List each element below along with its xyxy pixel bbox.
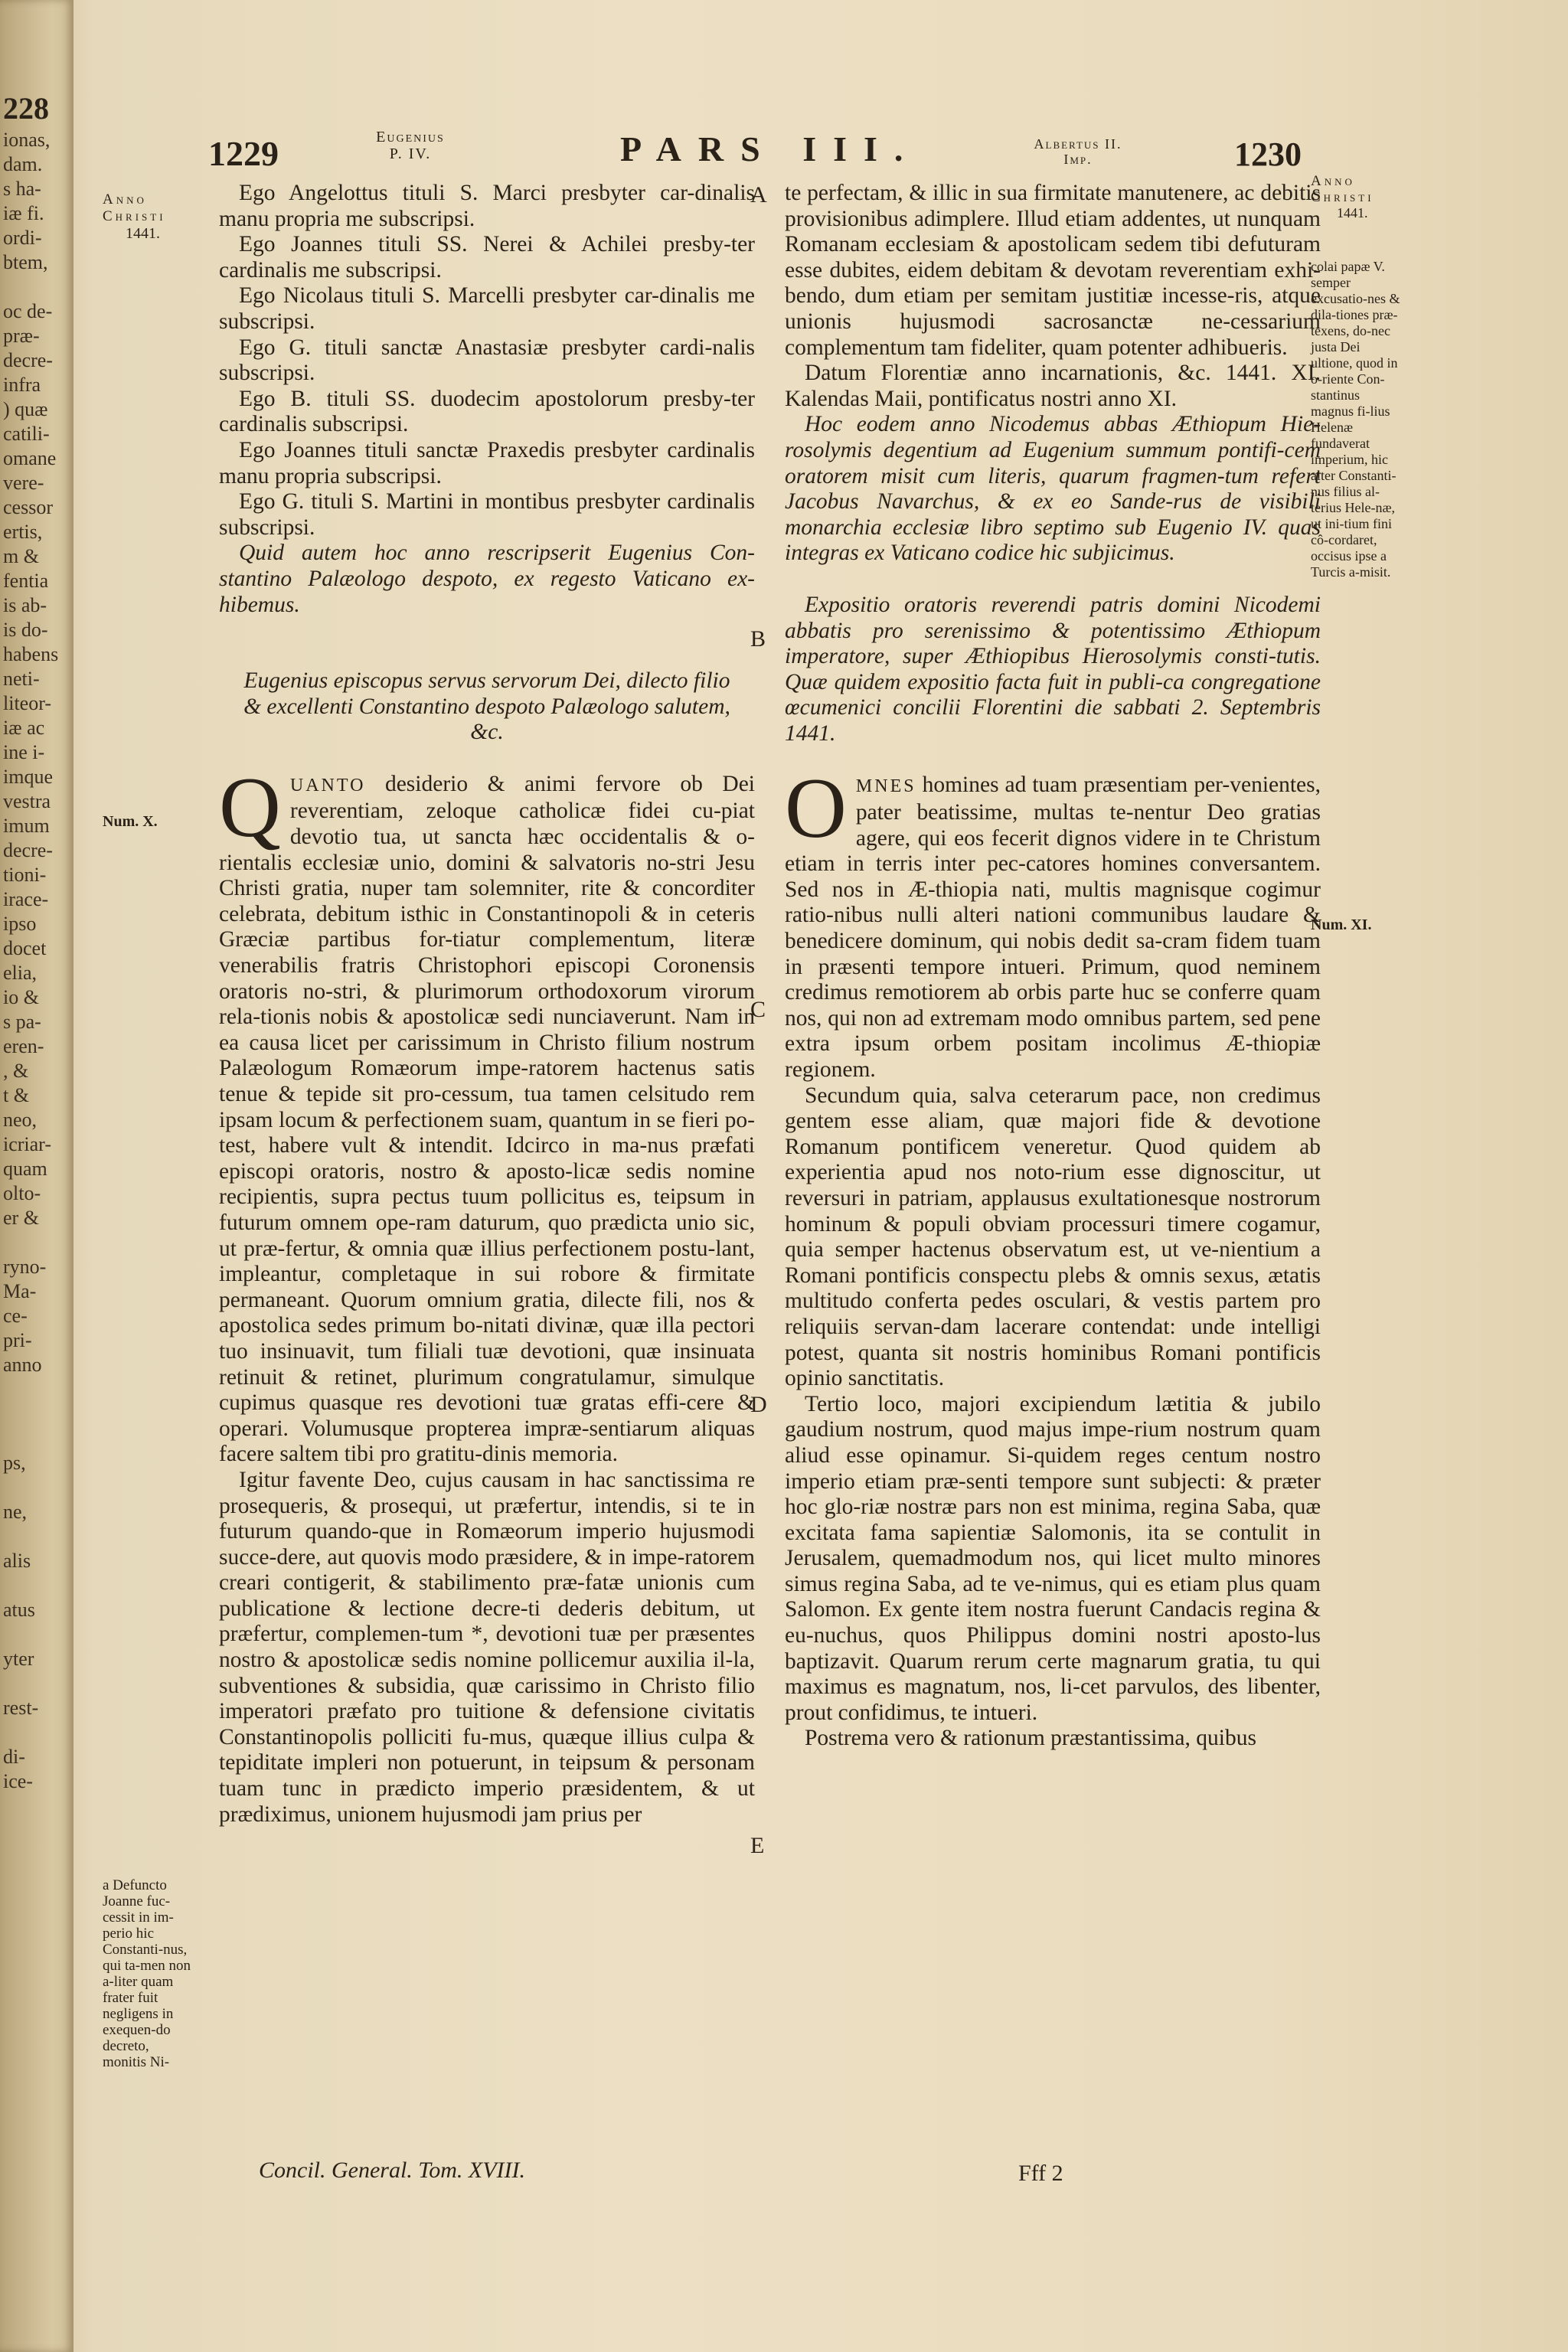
right-running-title [1024, 136, 1132, 167]
gutter-line: vestra [3, 790, 51, 812]
signature-line: Ego Joannes tituli SS. Nerei & Achilei presby-ter cardinalis me subscripsi. [219, 232, 755, 283]
gutter-line: icriar- [3, 1133, 51, 1155]
right-body-1: te perfectam, & illic in sua firmitate manutenere, ac debitis provisionibus adimplere. Illud etiam addentes, ut nunquam Romanam ecclesiam & apostolicam sedem tibi defuturam esse dubites, eidem debitam & devotam reverentiam exhi-bendo, dum etiam per semitam justitiæ incesse-ris, atque unionis hujusmodi sacrosanctæ ne-cessarium complementum tam fideliter, quam potenter adhibueris. [785, 181, 1321, 360]
right-body-5: Postrema vero & rationum præstantissima, quibus [805, 1726, 1256, 1751]
gutter-line: ordi- [3, 227, 42, 249]
right-margin-number: Num. XI. [1311, 916, 1372, 933]
letter-body-1 [219, 760, 756, 1468]
gutter-line: iæ fi. [3, 202, 44, 224]
gutter-line: quam [3, 1158, 47, 1180]
year-label: 1441. [126, 225, 160, 242]
left-margin-number: Num. X. [103, 813, 158, 830]
gutter-line: neo, [3, 1109, 38, 1131]
gutter-line: iæ ac [3, 717, 45, 739]
gutter-line: m & [3, 545, 39, 567]
previous-page-number: 228 [3, 91, 49, 126]
letter-salutation: Eugenius episcopus servus servorum Dei, dilecto filio & excellenti Constantino despoto Palæologo salutem, &c. [243, 668, 730, 745]
gutter-line: Ma- [3, 1280, 37, 1302]
footnote-left: a Defuncto Joanne fuc-cessit in im-perio hic Constanti-nus, qui ta-men non a-liter quam frater fuit negligens in exequen-do decreto, monitis Ni- [103, 1877, 191, 2070]
gutter-line: s pa- [3, 1011, 41, 1033]
left-running-title [364, 129, 456, 162]
opening-word: UANTO [289, 775, 366, 795]
gutter-line: ce- [3, 1305, 28, 1327]
gutter-line: rest- [3, 1697, 39, 1719]
gutter-line: s ha- [3, 178, 41, 200]
gutter-line: liteor- [3, 692, 52, 714]
expositio-heading: Expositio oratoris reverendi patris domini Nicodemi abbatis pro serenissimo & potentissimo Æthiopum imperatore, super Æthiopibus Hierosolymis consti-tutis. Quæ quidem expositio facta fuit in publi-ca congregatione œcumenici concilii Florentini die sabbati 2. Septembris 1441. [785, 592, 1321, 746]
gutter-line: er & [3, 1207, 39, 1229]
signature-line: Ego Angelottus tituli S. Marci presbyter car-dinalis manu propria me subscripsi. [219, 181, 755, 231]
left-column [219, 181, 755, 1828]
gutter-line: imque [3, 766, 53, 788]
center-running-title: PARS III. [620, 129, 920, 168]
letter-body-1-text: desiderio & animi fervore ob Dei reverentiam, zeloque catholicæ fidei cu-piat devotio tua, ut sancta hæc occidentalis & o-rientalis ecclesiæ unio, domini & salvatoris no-stri Jesu Christi gratia, nuper tam solemniter, rite & concorditer celebrata, debitum isthic in Constantinopoli & in ceteris Græciæ partibus for-tiatur complementum, literæ venerabilis fratris Christophori episcopi Coronensis oratoris no-stri, & plurimorum orthodoxorum virorum rela-tionis nobis & apostolicæ sedi nunciaverunt. Nam in ea causa licet per carissimum in Christo filium nostrum Palæologum Romæorum impe-ratorem hactenus satis tenue & tepide sit pro-cessum, tua tamen celsitudo rem ipsam locum & perfectionem suam, quantum in se fieri po-test, habere vult & intendit. Idcirco in ma-nus præfati episcopi oratoris, nostro & aposto-licæ sedis nomine recipientis, supra pectus tuum pollicitus es, teipsum in futurum omnem ope-ram daturum, quo prædicta unio sic, ut præ-fertur, & omnia quæ illius perfectionem postu-lant, impleantur, completaque in sui robore & firmitate permaneant. Quorum omnium gratia, dilecte fili, nos & apostolica sedes primum bo-nitati divinæ, quæ illa pectori tuo insinuavit, tum filiali tuæ devotioni, quæ insinuata retinuit & retinet, plurimum congratulamur, simulque cupimus quasque res devotioni tuæ gratas effi-cere & operari. Volumusque propterea impræ-sentiarum aliquas facere saltem tibi pro gratitu-dinis memoria. [219, 771, 756, 1467]
gutter-line: di- [3, 1746, 25, 1768]
gutter-line: præ- [3, 325, 40, 347]
drop-cap-o: O [785, 761, 847, 857]
gutter-line: t & [3, 1084, 29, 1106]
gutter-line: pri- [3, 1329, 32, 1351]
signature-line: Ego G. tituli S. Martini in montibus presbyter cardinalis subscripsi. [219, 489, 755, 540]
gutter-line: neti- [3, 668, 40, 690]
section-letter-d: D [750, 1392, 767, 1417]
gutter-line: ionas, [3, 129, 51, 151]
footer-signature: Concil. General. Tom. XVIII. [259, 2158, 526, 2183]
gutter-line: vere- [3, 472, 44, 494]
right-page-number: 1230 [1234, 136, 1302, 173]
previous-page-edge [0, 0, 74, 2352]
gutter-line: elia, [3, 962, 38, 984]
drop-cap-q: Q [219, 760, 281, 855]
gutter-line: irace- [3, 888, 49, 910]
gutter-line: ne, [3, 1501, 28, 1523]
gutter-line: docet [3, 937, 47, 959]
signature-line: Ego Joannes tituli sanctæ Praxedis presbyter cardinalis manu propria subscripsi. [219, 437, 755, 488]
right-title-line1: Albertus II. [1034, 136, 1122, 152]
gutter-line: ) quæ [3, 398, 48, 420]
gutter-line: ertis, [3, 521, 43, 543]
gutter-line: tioni- [3, 864, 47, 886]
section-letter-c: C [750, 997, 766, 1022]
left-intro: Quid autem hoc anno rescripserit Eugenius Con-stantino Palæologo despoto, ex regesto Vaticano ex-hibemus. [219, 541, 755, 617]
anno-label: Anno [103, 191, 147, 207]
gutter-line: io & [3, 986, 39, 1008]
gutter-line: habens [3, 643, 59, 665]
signature-line: Ego B. tituli SS. duodecim apostolorum presby-ter cardinalis subscripsi. [219, 386, 755, 437]
gutter-line: yter [3, 1648, 34, 1670]
gutter-line: ipso [3, 913, 37, 935]
right-title-line2: Imp. [1063, 152, 1093, 167]
right-body-2-text: homines ad tuam præsentiam per-venientes, pater beatissime, multas te-nentur Deo gratias agere, qui eos fecerit dignos videre in te Christum etiam in terris inter pec-catores homines conversantem. Sed nos in Æ-thiopia nati, multis magnisque cogimur ratio-nibus nulli alteri nationi communibus laudare & benedicere dominum, qui nobis dedit sa-cram fidem tuam in præsenti tempore intueri. Primum, quod neminem credimus remotiorem ab orbis parte huc se conferre quam nos, qui non ad extremam modo omnibus partem, sed pene extra ipsum orbem positam incolimus Æ-thiopiæ regionem. [785, 773, 1321, 1082]
christi-label: Christi [103, 208, 166, 224]
section-letter-e: E [750, 1833, 765, 1858]
left-title-line2: P. IV. [389, 145, 432, 162]
signature-line: Ego Nicolaus tituli S. Marcelli presbyter car-dinalis me subscripsi. [219, 283, 755, 334]
right-intro: Hoc eodem anno Nicodemus abbas Æthiopum Hie-rosolymis degentium ad Eugenium summum pontifi-cem oratorem misit cum literis, quarum fragmen-tum refert Jacobus Navarchus, & ex eo Sande-rus de visibili monarchia ecclesiæ libro septimo sub Eugenio IV. quas integras ex Vaticano codice hic subjicimus. [785, 412, 1321, 566]
signature-list [219, 181, 755, 541]
gutter-line: alis [3, 1550, 31, 1572]
gutter-line: ine i- [3, 741, 45, 763]
datum-line: Datum Florentiæ anno incarnationis, &c. 1441. XI. Kalendas Maii, pontificatus nostri anno XI. [785, 361, 1321, 411]
gutter-line: omane [3, 447, 57, 469]
gutter-line: atus [3, 1599, 35, 1621]
left-title-line1: Eugenius [376, 129, 445, 145]
gutter-line: decre- [3, 839, 53, 861]
gutter-line: is ab- [3, 594, 47, 616]
opening-word-right: MNES [855, 776, 916, 797]
signature-line: Ego G. tituli sanctæ Anastasiæ presbyter cardi-nalis subscripsi. [219, 335, 755, 386]
gutter-line: btem, [3, 251, 48, 273]
gutter-line: ryno- [3, 1256, 47, 1278]
gutter-line: imum [3, 815, 50, 837]
right-margin-year [1311, 173, 1410, 221]
gutter-line: catili- [3, 423, 50, 445]
anno-label-right: Anno [1311, 173, 1355, 189]
signature-mark: Fff 2 [1018, 2161, 1063, 2186]
right-body-2 [785, 761, 1321, 1083]
gutter-line: anno [3, 1354, 42, 1376]
gutter-line: is do- [3, 619, 48, 641]
gutter-line: dam. [3, 153, 43, 175]
right-margin-note: colai papæ V. semper excusatio-nes & dila-tiones præ-texens, do-nec justa Dei ultione, quod in o-riente Con-stantinus magnus fi-lius Helenæ fundaverat imperium, hic alter Constanti-nus filius al-terius Hele-næ, ut ini-tium fini cô-cordaret, occisus ipse a Turcis a-misit. [1311, 259, 1400, 580]
gutter-line: eren- [3, 1035, 44, 1057]
right-body-4: Tertio loco, majori excipiendum lætitia & jubilo gaudium nostrum, quod majus impe-rium nostrum quam aliud esse opinamur. Si-quidem reges centum nostro imperio etiam præ-senti tempore sunt subjecti: & præter hoc glo-riæ nostræ pars non est minima, regina Saba, quæ excitata fama sapientiæ Salomonis, ita se contulit in Jerusalem, quemadmodum nos, qui licet multo minores simus regina Saba, ad te ve-nimus, qui es etiam plus quam Salomon. Ex gente item nostra fuerunt Candacis regina & eu-nuchus, quos Philippus domini nostri aposto-lus baptizavit. Quarum rerum certe magnarum gratia, tu qui maximus es magnatum, nos, li-cet parvulos, des libenter, prout confidimus, te intueri. [785, 1391, 1321, 1725]
section-letter-b: B [750, 626, 766, 652]
gutter-line: decre- [3, 349, 53, 371]
gutter-line: cessor [3, 496, 53, 518]
section-letter-a: A [750, 182, 767, 207]
left-margin-year [103, 191, 207, 242]
letter-body-2: Igitur favente Deo, cujus causam in hac sanctissima re prosequeris, & prosequi, ut præfertur, intendis, si te in futurum quando-que in Romæorum imperio hujusmodi succe-dere, aut quovis modo præsidere, & in impe-ratorem creari contigerit, & stabilimento præ-fatæ unionis cum publicatione & lectione decre-ti dederis debitum, ut præfertur, complemen-tum *, devotioni tuæ per præsentes nostro & apostolicæ sedis nomine pollicemur auxilia il-la, subventiones & subsidia, quæ carissimo in Christo filio imperatori præfato pro tuitione & defensione civitatis Constantinopolis polliciti fu-mus, quæque illius culpa & tepiditate impleri non potuerunt, in teipsum & personam tuam tunc in prædicto imperio præsidentem, & ut prædiximus, unionem hujusmodi jam prius per [219, 1467, 755, 1827]
gutter-line: ice- [3, 1770, 33, 1792]
christi-label-right: Christi [1311, 189, 1374, 205]
gutter-line: oc de- [3, 300, 53, 322]
gutter-line: ps, [3, 1452, 26, 1474]
gutter-line: infra [3, 374, 41, 396]
gutter-line: fentia [3, 570, 49, 592]
gutter-line: olto- [3, 1182, 41, 1204]
left-page-number: 1229 [208, 134, 279, 173]
year-label-right: 1441. [1337, 205, 1368, 220]
right-body-3: Secundum quia, salva ceterarum pace, non credimus gentem esse aliam, quæ majori fide & devotione Romanum pontificem veneretur. Quod quidem ab experientia apud nos noto-rium esse dignoscitur, ut reversuri in patriam, applausus exultationesque nostrorum hominum & populi obviam processuri timere cogamur, quia semper hactenus observatum est, ut ve-nientium a Romani pontificis conspectu plebs & omnis sexus, ætatis multitudo conferta pedes osculari, & vestis partem pro reliquiis servan-dam lacerare contendat: unde intelligi potest, quanta sit nostris hominibus Romani pontificis opinio sanctitatis. [785, 1083, 1321, 1391]
right-column [785, 181, 1321, 1752]
gutter-line: , & [3, 1060, 29, 1082]
